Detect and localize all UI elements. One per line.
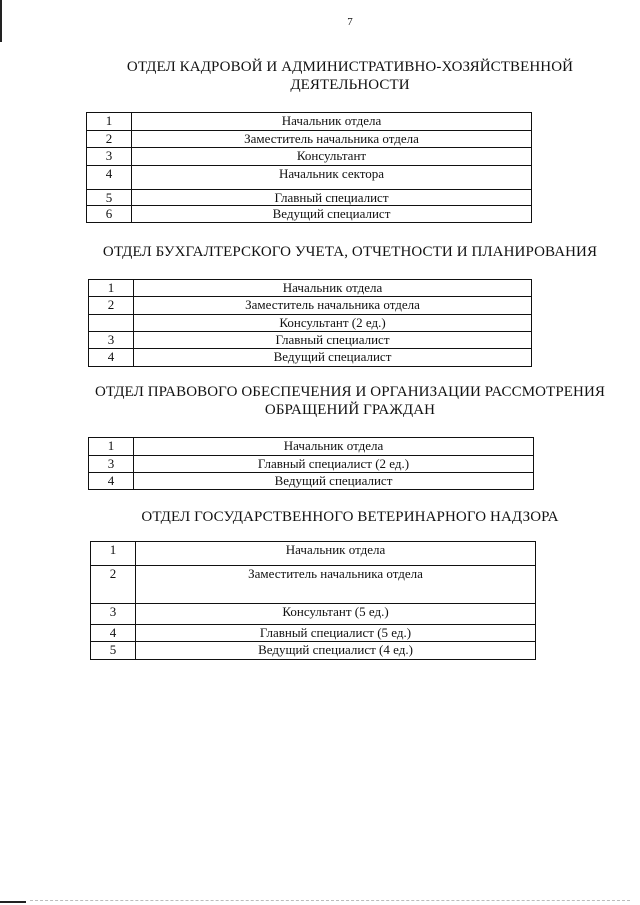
staff-table-personnel <box>86 112 532 223</box>
table-row <box>89 297 532 315</box>
row-number: 3 <box>89 456 134 473</box>
position-title: Консультант (2 ед.) <box>134 315 532 332</box>
table-row <box>89 315 532 332</box>
table-row <box>87 206 532 223</box>
row-number: 1 <box>89 280 134 297</box>
position-title: Заместитель начальника отдела <box>134 297 532 315</box>
position-title: Начальник отдела <box>132 113 532 131</box>
page-number: 7 <box>347 16 353 28</box>
row-number: 6 <box>87 206 132 223</box>
position-title: Ведущий специалист <box>134 349 532 367</box>
table-row <box>87 166 532 190</box>
position-title: Начальник отдела <box>136 542 536 566</box>
table-row <box>89 349 532 367</box>
row-number: 2 <box>89 297 134 315</box>
row-number: 2 <box>91 566 136 604</box>
position-title: Заместитель начальника отдела <box>136 566 536 604</box>
row-number: 4 <box>89 473 134 490</box>
position-title: Ведущий специалист <box>132 206 532 223</box>
table-row <box>87 148 532 166</box>
table-row <box>91 566 536 604</box>
section-title-line: ОТДЕЛ КАДРОВОЙ И АДМИНИСТРАТИВНО-ХОЗЯЙСТВЕННОЙ <box>126 59 574 75</box>
table-row <box>89 280 532 297</box>
position-title: Главный специалист <box>134 332 532 349</box>
table-row <box>89 473 534 490</box>
row-number: 1 <box>89 438 134 456</box>
table-row <box>89 438 534 456</box>
row-number: 1 <box>91 542 136 566</box>
section-title-veterinary <box>0 508 640 526</box>
position-title: Главный специалист (5 ед.) <box>136 625 536 642</box>
position-title: Главный специалист <box>132 190 532 206</box>
section-title-line: ОТДЕЛ БУХГАЛТЕРСКОГО УЧЕТА, ОТЧЕТНОСТИ И ПЛАНИРОВАНИЯ <box>102 244 598 260</box>
position-title: Консультант <box>132 148 532 166</box>
table-row <box>87 113 532 131</box>
section-title-legal <box>0 383 640 419</box>
section-title-accounting <box>0 243 640 261</box>
table-row <box>87 190 532 206</box>
staff-table-veterinary <box>90 541 536 660</box>
table-row <box>89 332 532 349</box>
section-title-line: ОТДЕЛ ГОСУДАРСТВЕННОГО ВЕТЕРИНАРНОГО НАДЗОРА <box>141 509 559 525</box>
section-title-personnel <box>0 58 640 94</box>
section-title-line: ДЕЯТЕЛЬНОСТИ <box>290 77 410 93</box>
position-title: Начальник отдела <box>134 438 534 456</box>
row-number: 3 <box>91 604 136 625</box>
row-number: 3 <box>87 148 132 166</box>
table-row <box>91 542 536 566</box>
staff-table-legal <box>88 437 534 490</box>
table-row <box>91 625 536 642</box>
position-title: Ведущий специалист (4 ед.) <box>136 642 536 660</box>
scan-bottom-line <box>30 900 630 901</box>
row-number: 2 <box>87 131 132 148</box>
staff-table-accounting <box>88 279 532 367</box>
table-row <box>91 604 536 625</box>
row-number: 1 <box>87 113 132 131</box>
row-number: 5 <box>87 190 132 206</box>
position-title: Консультант (5 ед.) <box>136 604 536 625</box>
row-number: 4 <box>87 166 132 190</box>
position-title: Главный специалист (2 ед.) <box>134 456 534 473</box>
row-number: 3 <box>89 332 134 349</box>
position-title: Начальник отдела <box>134 280 532 297</box>
table-row <box>87 131 532 148</box>
row-number: 5 <box>91 642 136 660</box>
table-row <box>89 456 534 473</box>
section-title-line: ОТДЕЛ ПРАВОВОГО ОБЕСПЕЧЕНИЯ И ОРГАНИЗАЦИИ РАССМОТРЕНИЯ <box>94 384 606 400</box>
position-title: Ведущий специалист <box>134 473 534 490</box>
row-number: 4 <box>91 625 136 642</box>
section-title-line: ОБРАЩЕНИЙ ГРАЖДАН <box>264 402 436 418</box>
position-title: Заместитель начальника отдела <box>132 131 532 148</box>
position-title: Начальник сектора <box>132 166 532 190</box>
scan-edge-mark <box>0 901 26 903</box>
row-number <box>89 315 134 332</box>
row-number: 4 <box>89 349 134 367</box>
table-row <box>91 642 536 660</box>
